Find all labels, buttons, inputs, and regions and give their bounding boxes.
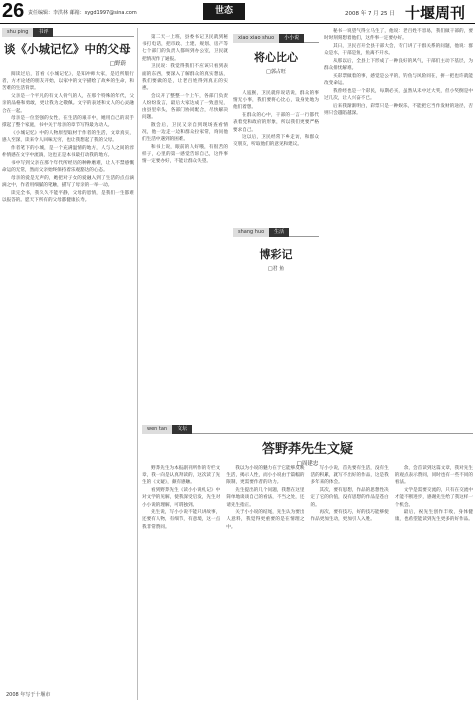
tag-cn: 文坛 bbox=[172, 425, 192, 434]
tag-cn: 小小说 bbox=[279, 34, 304, 43]
book-review-article bbox=[2, 28, 138, 700]
paragraph: 看到野莽先生《读小小说札记》中对文学的见解，使我深受启发，先生对小小说的理解，可谓独到。 bbox=[142, 488, 221, 508]
tag-en: shang huo bbox=[233, 228, 269, 237]
paragraph: 母亲是一位坚强的女性，在生活的艰辛中，她用自己的双手撑起了整个家庭，书中关于母亲的章节写得最为动人。 bbox=[2, 116, 134, 129]
paragraph: 买彩票做着的事，感觉是公平的，钓鱼与风险同在，拼一把也许就能改变命运。 bbox=[324, 73, 473, 86]
article-author: □野蔚 bbox=[109, 61, 126, 67]
paragraph: 野莽先生为本报副刊所作的专栏文章，我一向是认真拜读的，这次读了先生的《文疑》，颇有感触。 bbox=[142, 466, 221, 486]
middle-section bbox=[142, 28, 319, 421]
right-column bbox=[324, 28, 473, 421]
lottery-author: □君 鱼 bbox=[267, 266, 285, 272]
section-tag bbox=[2, 28, 134, 37]
paragraph: 在群众的心中，干部的一言一行都代表着党和政府的形象，所以我们更要严格要求自己。 bbox=[233, 113, 319, 133]
paragraph: 书中写到父亲在那个年代所经历的种种磨难，让人不禁感慨命运的无常，然而父亲始终保持着乐观豁达的心态。 bbox=[2, 160, 134, 174]
paragraph: 卫民说：我觉得我们不应该只看到表面的东西，要深入了解群众的真实想法，我们要做的是，让老百姓得到真正的实惠。 bbox=[142, 64, 228, 91]
story-title: 将心比心 bbox=[254, 51, 298, 64]
article-column bbox=[395, 465, 473, 531]
paragraph: 我曾经也是一个彩民，每期必买，虽然从未中过大奖，但小奖倒是中过几次，让人兴奋不已。 bbox=[324, 88, 473, 101]
article-body bbox=[2, 71, 134, 204]
section-tag bbox=[142, 425, 473, 467]
tag-en: shu ping bbox=[2, 28, 33, 37]
tag-cn: 书评 bbox=[33, 28, 53, 37]
paragraph: 我以为小说的魅力在于它能够反映生活，揭示人性，而小小说由于篇幅的限制，更需要作者的功力。 bbox=[226, 466, 305, 486]
issue-date: 2008 年 7 月 25 日 bbox=[345, 11, 395, 17]
article-title: 答野莽先生文疑 bbox=[261, 442, 353, 457]
article-column bbox=[142, 465, 220, 531]
article-footer: 2008 年写于十堰市 bbox=[6, 692, 51, 698]
story-heading bbox=[233, 34, 319, 75]
paragraph: 最后，祝先生创作丰收，身体健康，也希望能读到先生更多的好作品。 bbox=[394, 510, 473, 523]
paragraph: 后来我渐渐明白，彩票只是一种娱乐，不能把它当作发财的途径，否则只会越陷越深。 bbox=[324, 103, 473, 116]
paragraph: 《小城记忆》中的人物原型取材于作者的生活，文章真实，感人至深，读来令人回味无穷，也让我想起了我的父母。 bbox=[2, 131, 134, 144]
story-body bbox=[142, 34, 228, 166]
paragraph: 从那以后，全县上下形成了一种良好的风气，干部们主动下基层，为群众排忧解难。 bbox=[324, 58, 473, 72]
story-body-continued bbox=[233, 90, 319, 220]
article-column bbox=[311, 465, 389, 531]
tag-en: xiao xiao shuo bbox=[233, 34, 279, 43]
paragraph: 和书上说，眼前的人好哦，有很苦的样子，心里的第一感觉告诉自己，这件事情一定要办好，不能让群众失望。 bbox=[142, 145, 228, 165]
story-author: □郭占旺 bbox=[266, 69, 286, 75]
article-author: □周建忠 bbox=[296, 461, 319, 467]
paragraph: 会议开了整整一个上午，各部门负责人纷纷发言，最后大家达成了一致意见，由县里牵头，各部门协同配合，尽快解决问题。 bbox=[142, 93, 228, 121]
paragraph: 再次，要有技巧，好的技巧能够使作品更加生动，更加引人入胜。 bbox=[310, 510, 389, 523]
paragraph: 人寇猴，卫民就你说话说，群众的事情无小事，我们要将心比心，设身处地为他们着想。 bbox=[233, 91, 319, 111]
masthead: 十堰周刊 bbox=[405, 4, 466, 22]
paragraph: 先生提出的几个问题，我想在这里简单地谈谈自己的看法，不当之处，还请先生指正。 bbox=[226, 488, 305, 508]
paragraph: 先生说，写小小说不能只讲故事，还要有人物，有细节，有意境，这一点我非常赞同。 bbox=[142, 510, 221, 530]
page-number: 26 bbox=[2, 0, 25, 22]
paragraph: 其日，卫民召开全县干部大会，专门讲了干群关系的问题，他说：群众是水，干部是鱼，鱼离不开水。 bbox=[324, 43, 473, 57]
paragraph: 母亲的爱是无声的，她把对子女的爱融入到了生活的点点滴滴之中，作者用细腻的笔触，描写了母亲的一举一动。 bbox=[2, 175, 134, 189]
paragraph: 父亲是一个平凡的有文人骨气的人，在那个特殊的年代，父亲的品格和勇敢，更让我为之敬佩。文字的表述和文人的心灵融合在一起。 bbox=[2, 94, 134, 114]
paragraph: 秘书一说望气得立马生了，他说：老百姓不容易，我们做干部的，要时时刻刻想着他们，这件事一定要办好。 bbox=[324, 29, 473, 42]
section-badge: 世态 bbox=[203, 3, 245, 20]
editor-line: 责任编辑：李洪林 邮箱：sygd1997@sina.com bbox=[28, 10, 137, 16]
page-header bbox=[0, 0, 475, 24]
paragraph: 第二天一上班，县委书记卫民就到秘书打电话，把市政、土建、规划、房产等七个部门的负责人都叫到办公室，卫民就把情况作了通报。 bbox=[142, 35, 228, 62]
paragraph: 这以后，卫民经常下乡走访，和群众交朋友，听取他们的意见和建议。 bbox=[233, 135, 319, 148]
paragraph: 散会后，卫民又亲自到现场查看情况，他一边走一边和群众拉家常，询问他们生活中遇到的困难。 bbox=[142, 122, 228, 143]
lottery-heading bbox=[233, 240, 319, 272]
paragraph: 读完全书，我久久不能平静，父母的恩情，是我们一生都难以报答的。愿天下所有的父母都健康长寿。 bbox=[2, 190, 134, 203]
article-title: 谈《小城记忆》中的父母 bbox=[4, 42, 131, 56]
literary-forum-article bbox=[142, 425, 473, 701]
section-tag bbox=[233, 34, 319, 43]
paragraph: 文学是需要交流的，只有在交流中才能不断进步，感谢先生给了我这样一个机会。 bbox=[394, 488, 473, 508]
paragraph: 关于小小说的结尾，先生认为要出人意料，我觉得更重要的是在情理之中。 bbox=[226, 510, 305, 530]
paragraph: 其次，要有思想，作品的思想性决定了它的价值，没有思想的作品是苍白的。 bbox=[310, 488, 389, 508]
paragraph: 写小小说，首先要有生活，没有生活的积累，就写不出好的作品，这是我多年来的体会。 bbox=[310, 466, 389, 486]
paragraph: 作者笔下的小城，是一个充满温情的地方，人与人之间的淳朴情感在文字中流淌，这也正是本书最打动我的地方。 bbox=[2, 146, 134, 159]
paragraph: 阅读过后，首看《小城记忆》，是知冲师大家，是近所版行者，方才论述的朋友开始，以家中的文字描绘了故乡的生命，和苦难的生活背景。 bbox=[2, 72, 134, 92]
tag-cn: 生活 bbox=[269, 228, 289, 237]
article-columns bbox=[142, 465, 473, 531]
paragraph: 余，会首读到这篇文章，我对先生的观点表示赞同，同时也有一些不同的看法。 bbox=[394, 466, 473, 486]
lottery-title: 博彩记 bbox=[259, 248, 293, 261]
article-column bbox=[226, 465, 304, 531]
tag-en: wen tan bbox=[142, 425, 172, 434]
